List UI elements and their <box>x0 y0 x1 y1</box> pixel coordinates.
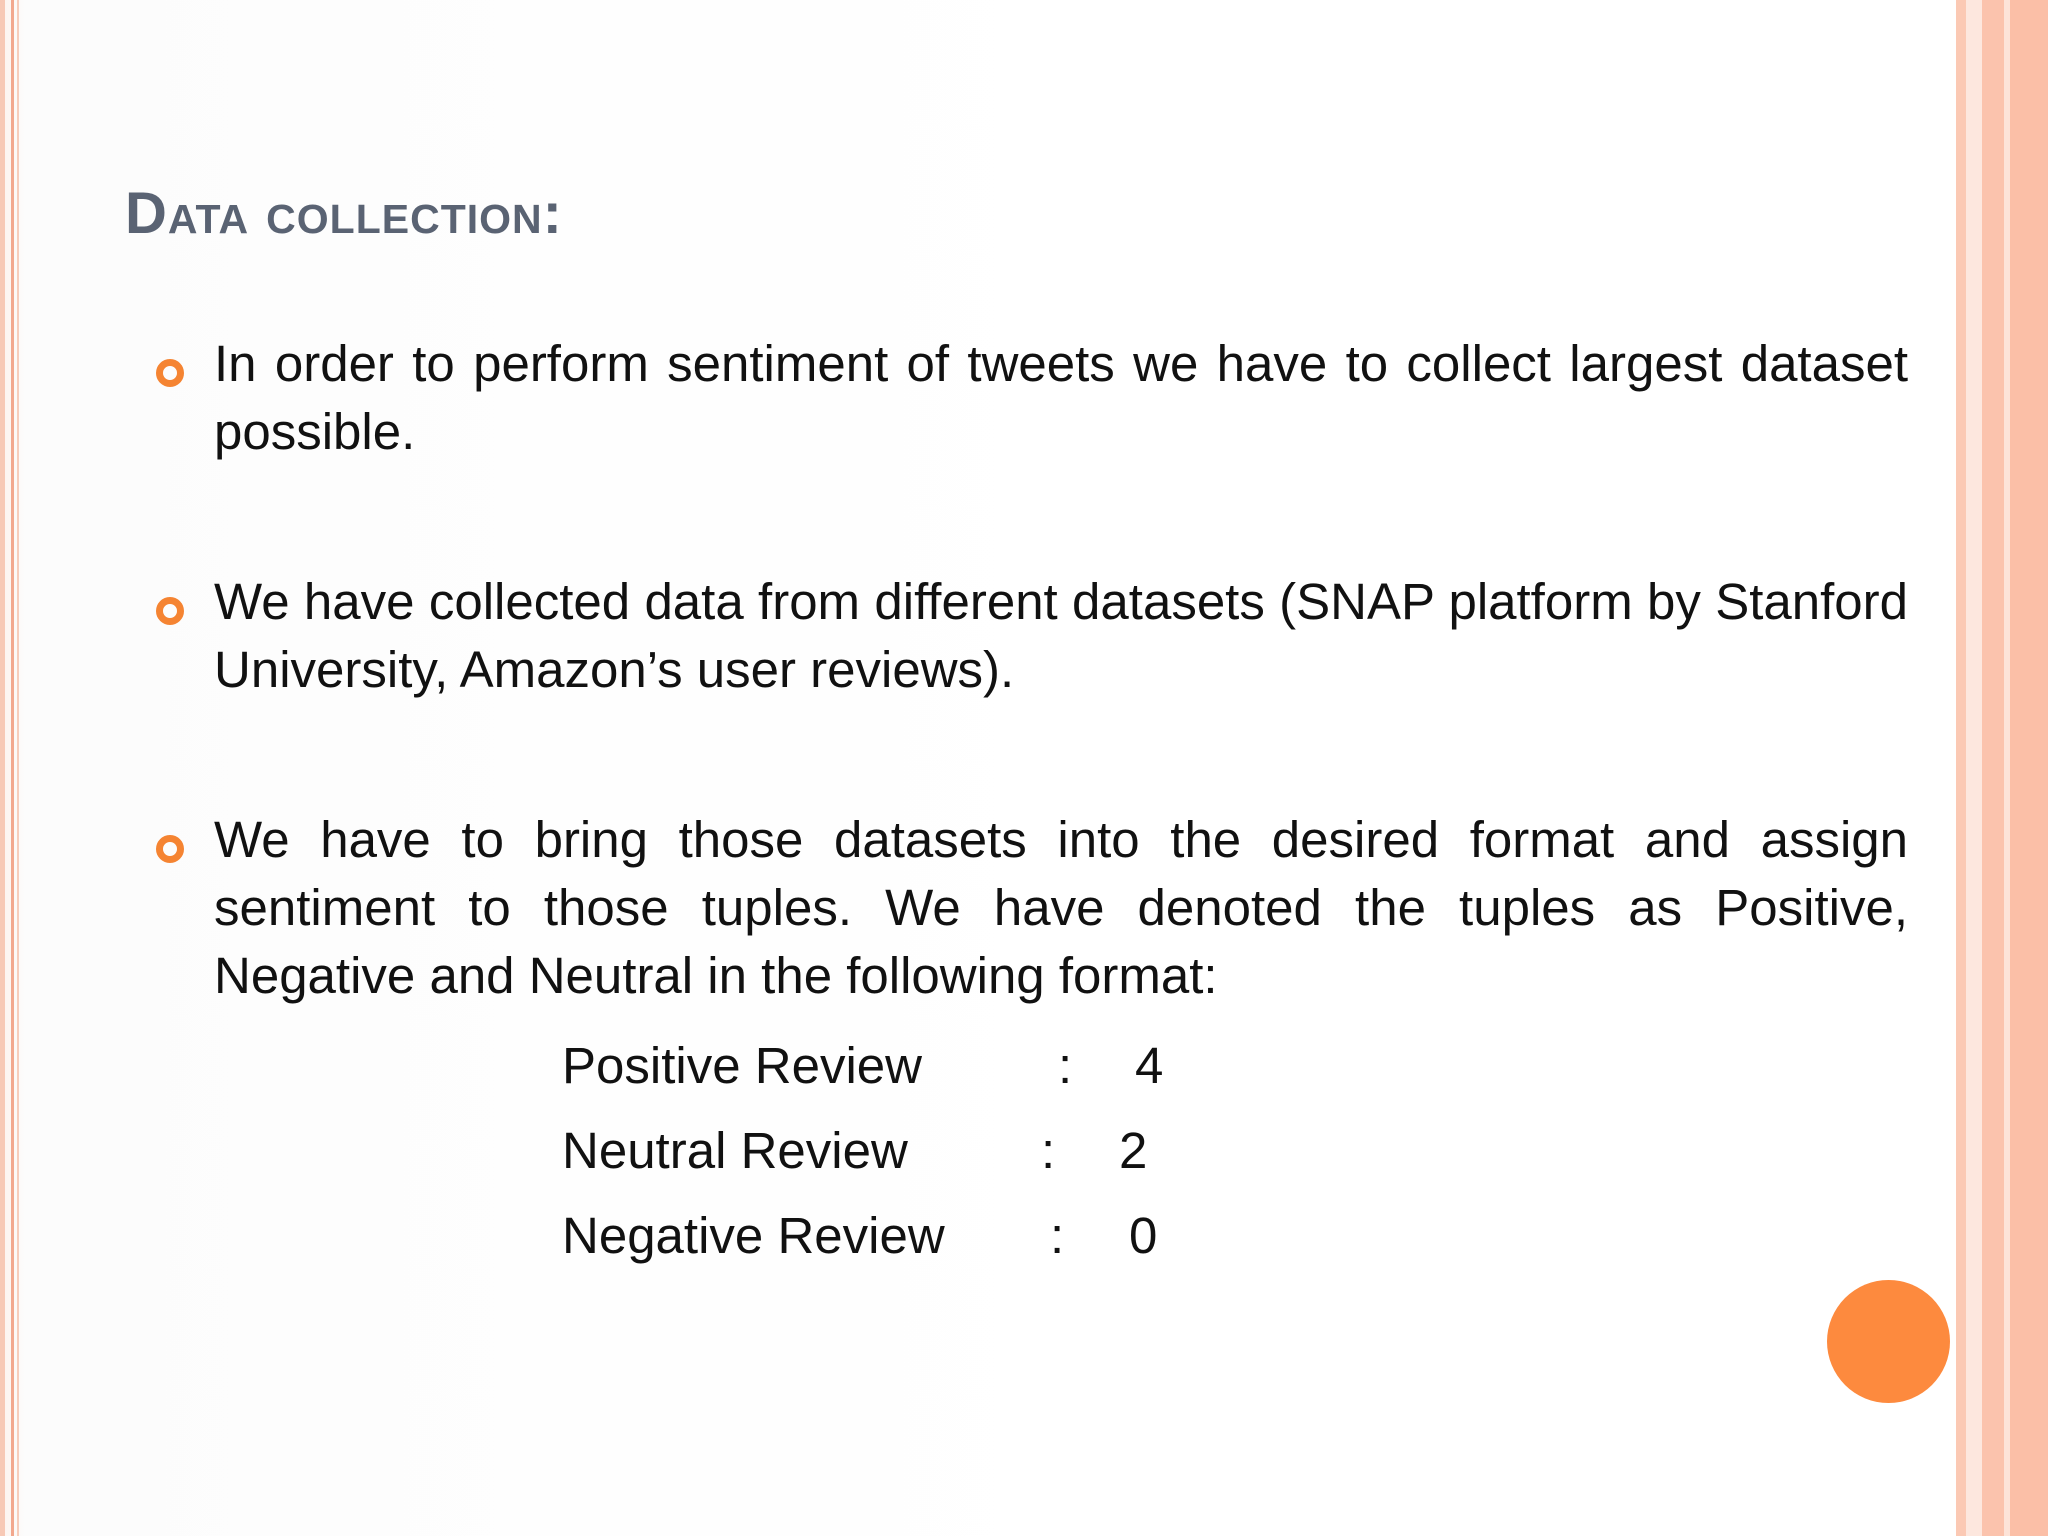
bullet-text: In order to perform sentiment of tweets we have to collect largest dataset possible. <box>214 335 1908 460</box>
hollow-circle-bullet-icon <box>156 835 184 863</box>
format-label: Positive Review <box>562 1037 922 1094</box>
bullet-item <box>148 330 1908 466</box>
bullet-text: We have collected data from different datasets (SNAP platform by Stanford University, Amazon’s user reviews). <box>214 573 1908 698</box>
left-border-stripe <box>11 0 14 1536</box>
format-separator: : <box>1058 1037 1073 1094</box>
right-border-stripe <box>1966 0 1982 1536</box>
format-label: Neutral Review <box>562 1122 908 1179</box>
format-row-positive <box>562 1032 1262 1117</box>
bullet-text: We have to bring those datasets into the desired format and assign sentiment to those tuples. We have denoted the tuples as Positive, Negative and Neutral in the following format: <box>214 811 1908 1004</box>
format-separator: : <box>1050 1207 1065 1264</box>
format-value: 2 <box>1119 1122 1148 1179</box>
format-value: 0 <box>1129 1207 1158 1264</box>
format-row-neutral <box>562 1117 1262 1202</box>
orange-circle-decoration <box>1827 1280 1950 1403</box>
format-separator: : <box>1041 1122 1056 1179</box>
hollow-circle-bullet-icon <box>156 359 184 387</box>
left-border-stripe <box>17 0 19 1536</box>
right-border-stripe <box>1982 0 2004 1536</box>
slide-title: Data collection: <box>125 181 563 246</box>
sentiment-format-table <box>562 1032 1262 1287</box>
right-border-stripe <box>1956 0 1966 1536</box>
hollow-circle-bullet-icon <box>156 597 184 625</box>
format-row-negative <box>562 1202 1262 1287</box>
bullet-item <box>148 568 1908 704</box>
left-border-stripe <box>0 0 5 1536</box>
right-border-stripe <box>2010 0 2048 1536</box>
format-value: 4 <box>1135 1037 1164 1094</box>
format-label: Negative Review <box>562 1207 945 1264</box>
bullet-item <box>148 806 1908 1010</box>
